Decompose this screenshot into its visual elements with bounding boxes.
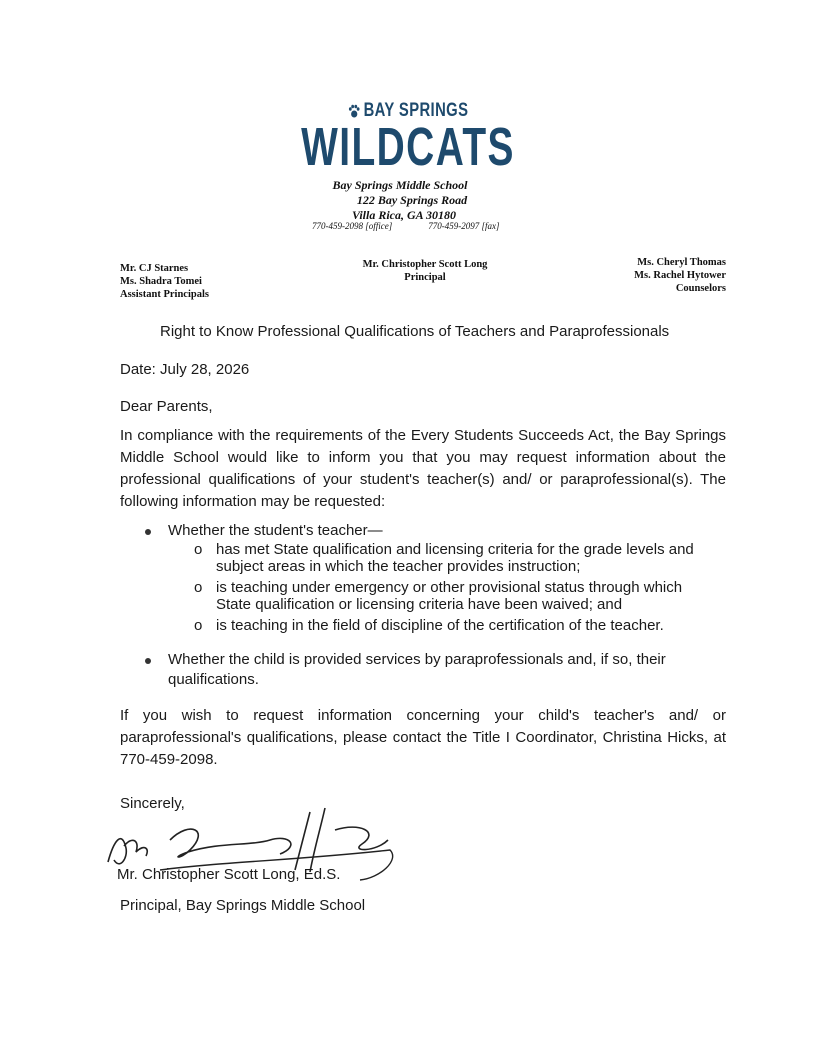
logo-top-text: BAY SPRINGS — [363, 100, 469, 121]
staff-role: Principal — [404, 272, 446, 283]
sub-list-item: o is teaching under emergency or other provisional status through which State qualification or licensing criteria have been waived; and — [190, 579, 720, 613]
closing: Sincerely, — [120, 795, 185, 812]
intro-paragraph: In compliance with the requirements of the Every Students Succeeds Act, the Bay Springs Middle School would like to inform you that you may request information about the professional qualifications of your student's teacher(s) and/ or paraprofessional(s). The following information may be requested: — [120, 427, 726, 510]
list-item — [140, 521, 720, 634]
staff-role: Counselors — [675, 283, 726, 294]
list-item — [140, 650, 720, 690]
staff-name: Ms. Shadra Tomei — [120, 276, 202, 287]
staff-name: Ms. Rachel Hytower — [634, 270, 726, 281]
staff-name: Mr. CJ Starnes — [120, 263, 189, 274]
principal-block — [330, 258, 520, 284]
phone-line — [312, 221, 500, 231]
letter-greeting: Dear Parents, — [120, 398, 213, 415]
letter-date: Date: July 28, 2026 — [120, 361, 250, 378]
school-city: Villa Rica, GA 30180 — [351, 208, 456, 222]
staff-name: Mr. Christopher Scott Long — [362, 259, 488, 270]
letter-title: Right to Know Professional Qualifications of Teachers and Paraprofessionals — [160, 323, 670, 340]
contact-paragraph: If you wish to request information concerning your child's teacher's and/ or paraprofessional's qualifications, please contact the Title I Coordinator, Christina Hicks, at 770-459-2098. — [120, 707, 726, 768]
staff-role: Assistant Principals — [120, 289, 209, 300]
bullet-text: Whether the child is provided services by paraprofessionals and, if so, their qualifications. — [168, 651, 666, 688]
counselors-block — [634, 256, 726, 295]
office-phone: 770-459-2098 [office] — [312, 221, 393, 231]
staff-name: Ms. Cheryl Thomas — [637, 257, 726, 268]
signer-title: Principal, Bay Springs Middle School — [120, 897, 366, 914]
sub-list-item: o has met State qualification and licensing criteria for the grade levels and subject areas in which the teacher provides instruction; — [190, 541, 720, 575]
school-name: Bay Springs Middle School — [332, 178, 468, 192]
sub-list-item: o is teaching in the field of discipline of the certification of the teacher. — [190, 617, 720, 634]
signer-name: Mr. Christopher Scott Long, Ed.S. — [117, 866, 341, 883]
sub-list — [168, 541, 720, 634]
bullet-text: Whether the student's teacher— — [168, 522, 383, 539]
fax-number: 770-459-2097 [fax] — [428, 221, 500, 231]
assistant-principals-block — [120, 262, 209, 301]
school-street: 122 Bay Springs Road — [356, 193, 468, 207]
logo-main-text: WILDCATS — [301, 117, 515, 177]
info-list — [140, 521, 720, 690]
school-logo — [0, 100, 816, 177]
